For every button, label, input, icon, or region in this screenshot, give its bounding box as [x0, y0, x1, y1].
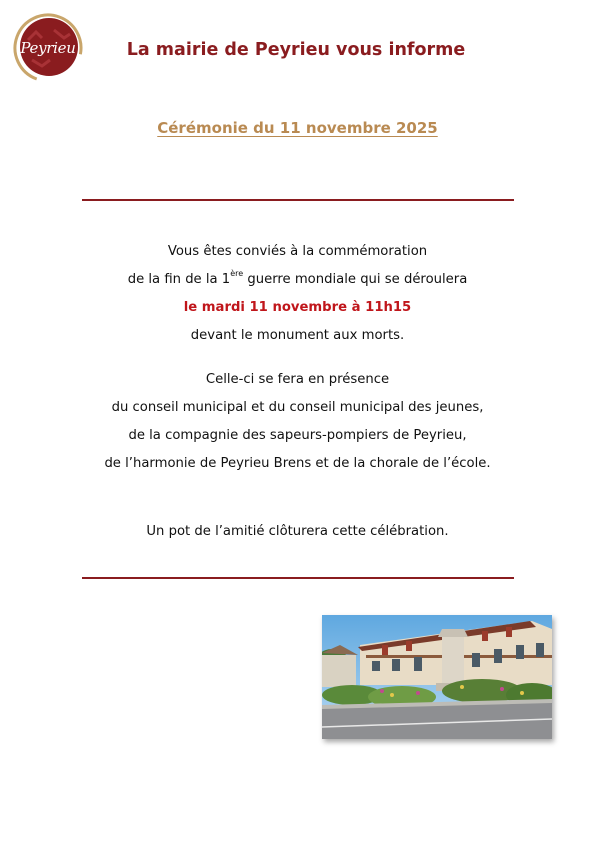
presence-line: de la compagnie des sapeurs-pompiers de Peyrieu,	[128, 428, 467, 443]
invitation-line-2-end: guerre mondiale qui se déroulera	[243, 272, 468, 287]
ceremony-date: le mardi 11 novembre à 11h15	[183, 300, 412, 315]
invitation-paragraph	[0, 238, 595, 350]
invitation-line-1: Vous êtes conviés à la commémoration	[167, 244, 428, 259]
top-divider	[82, 199, 514, 201]
bottom-divider	[82, 577, 514, 579]
closing-paragraph	[0, 518, 595, 546]
invitation-line-4: devant le monument aux morts.	[190, 328, 405, 343]
ceremony-subtitle	[0, 118, 595, 137]
peyrieu-logo	[12, 12, 84, 84]
mairie-photo-illustration	[322, 615, 552, 739]
page-title: La mairie de Peyrieu vous informe	[126, 40, 466, 60]
presence-line: du conseil municipal et du conseil municipal des jeunes,	[111, 400, 484, 415]
ceremony-subtitle-text: Cérémonie du 11 novembre 2025	[157, 119, 438, 137]
mairie-photo	[322, 615, 552, 739]
presence-paragraph	[0, 366, 595, 478]
ordinal-superscript: ère	[230, 269, 244, 278]
presence-line: Celle-ci se fera en présence	[205, 372, 390, 387]
invitation-line-2-start: de la fin de la 1	[127, 272, 231, 287]
logo-text: Peyrieu	[20, 39, 76, 57]
presence-line: de l’harmonie de Peyrieu Brens et de la chorale de l’école.	[104, 456, 491, 471]
closing-line: Un pot de l’amitié clôturera cette célébration.	[146, 524, 449, 539]
invitation-line-2	[0, 266, 595, 294]
